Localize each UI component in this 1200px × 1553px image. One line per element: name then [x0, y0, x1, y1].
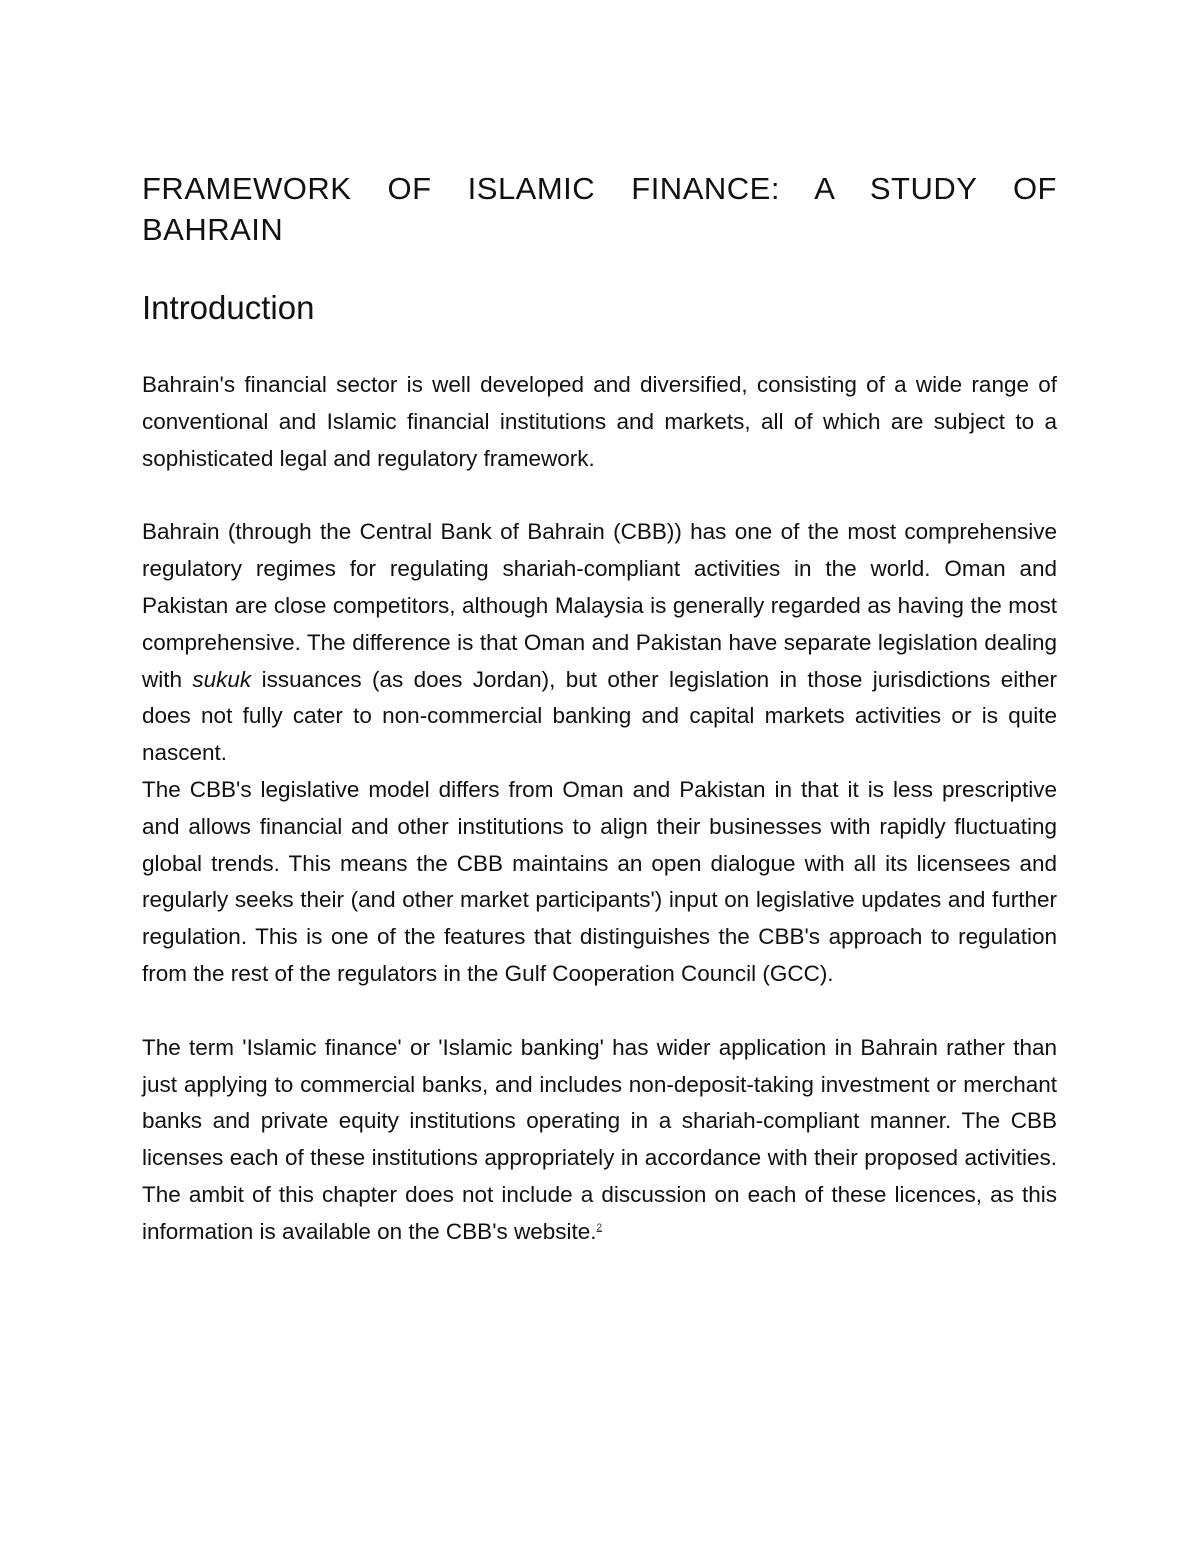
paragraph-4-text: The term 'Islamic finance' or 'Islamic banking' has wider application in Bahrain rather than just applying to commercial banks, and includes non-deposit-taking investment or merchant banks and private equity institutions operating in a shariah-compliant manner. The CBB licenses each of these institutions appropriately in accordance with their proposed activities. The ambit of this chapter does not include a discussion on each of these licences, as this information is available on the CBB's website. — [142, 1034, 1057, 1244]
document-page — [142, 168, 1057, 1251]
paragraph-3: The CBB's legislative model differs from Oman and Pakistan in that it is less prescriptive and allows financial and other institutions to align their businesses with rapidly fluctuating global trends. This means the CBB maintains an open dialogue with all its licensees and regularly seeks their (and other market participants') input on legislative updates and further regulation. This is one of the features that distinguishes the CBB's approach to regulation from the rest of the regulators in the Gulf Cooperation Council (GCC). — [142, 776, 1057, 986]
footnote-link[interactable]: 2 — [596, 1222, 603, 1234]
section-heading-introduction: Introduction — [142, 289, 315, 326]
paragraph-1: Bahrain's financial sector is well developed and diversified, consisting of a wide range of conventional and Islamic financial institutions and markets, all of which are subject to a sophisticated legal and regulatory framework. — [142, 372, 1057, 471]
paragraph-2-text-b: issuances (as does Jordan), but other legislation in those jurisdictions either does not fully cater to non-commercial banking and capital markets activities or is quite nascent. — [142, 666, 1057, 766]
document-title: FRAMEWORK OF ISLAMIC FINANCE: A STUDY OF BAHRAIN — [142, 171, 1057, 247]
paragraph-2-italic-term: sukuk — [192, 666, 252, 692]
paragraph-2-text-a: Bahrain (through the Central Bank of Bahrain (CBB)) has one of the most comprehensive regulatory regimes for regulating shariah-compliant activities in the world. Oman and Pakistan are close competitors, although Malaysia is generally regarded as having the most comprehensive. The difference is that Oman and Pakistan have separate legislation dealing with — [142, 519, 1057, 692]
paragraph-4 — [142, 1030, 1057, 1251]
paragraph-2 — [142, 514, 1057, 772]
